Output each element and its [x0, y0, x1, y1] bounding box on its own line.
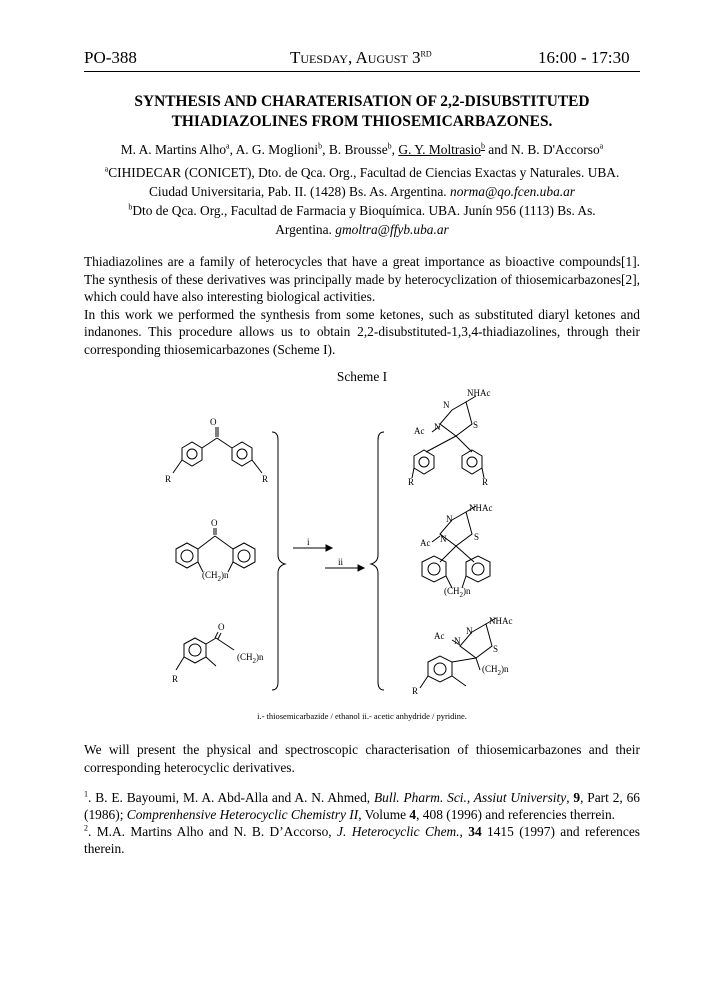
affil-mark: b: [387, 141, 392, 151]
cyclic-diaryl-ketone-structure: [176, 528, 255, 572]
reactant-bracket: [272, 432, 285, 690]
author: A. G. Moglioni: [235, 142, 319, 157]
reference-2: $^2$. M.A. Martins Alho and N. B. D’Accorso, J. Heterocyclic Chem., 34 1415 (1997) and references therein.: [84, 823, 640, 856]
acetyl-label: Ac: [414, 426, 425, 436]
affiliations: [84, 163, 640, 239]
introduction: [84, 253, 640, 358]
author: N. B. D'Accorso: [510, 142, 600, 157]
session-time: 16:00 - 17:30: [538, 48, 630, 67]
product-bracket: [371, 432, 384, 690]
step-ii-label: ii: [338, 557, 344, 567]
separator: ,: [229, 142, 236, 157]
intro-paragraph-1: Thiadiazolines are a family of heterocycles that have a great importance as bioactive compounds[1]. The synthesis of these derivatives was principally made by heterocyclization of thiosemicarbazones[2], which could have also interesting biological activities.: [84, 254, 640, 304]
presenting-author: G. Y. Moltrasio: [398, 142, 481, 157]
affiliation-b-line1: [84, 201, 640, 220]
scheme-title: Scheme I: [336, 369, 388, 384]
acetyl-label: Ac: [420, 538, 431, 548]
sulfur-label: S: [474, 532, 480, 542]
poster-code: PO-388: [84, 48, 137, 67]
methylene-chain-label: $(CH_2)n$: [444, 586, 471, 599]
session-day: Tuesday, August 3RD: [290, 48, 432, 67]
conclusion: [84, 741, 640, 776]
oxygen-label: O: [218, 622, 225, 632]
r-group-label: R: [172, 674, 179, 684]
affil-mark: b: [318, 141, 323, 151]
step-i-label: i: [307, 537, 310, 547]
author: M. A. Martins Alho: [120, 142, 227, 157]
affiliation-a-line1: [84, 163, 640, 182]
nitrogen-label: N: [466, 626, 473, 636]
nhac-label: NHAc: [467, 388, 491, 398]
separator: ,: [391, 142, 399, 157]
nitrogen-label: N: [454, 636, 461, 646]
nhac-label: NHAc: [489, 616, 513, 626]
indanone-structure: [176, 632, 234, 670]
oxygen-label: O: [211, 518, 218, 528]
product-2-structure: [422, 506, 490, 588]
nitrogen-label: N: [434, 422, 441, 432]
affiliation-b-line2: [84, 220, 640, 239]
affiliation-text: Ciudad Universitaria, Pab. II. (1428) Bs. As. Argentina.: [148, 184, 450, 199]
author: B. Brousse: [328, 142, 388, 157]
day-superscript: RD: [420, 49, 432, 59]
sulfur-label: S: [493, 644, 499, 654]
affiliation-text: Dto de Qca. Org., Facultad de Farmacia y Bioquímica. UBA. Junín 956 (1113) Bs. As.: [132, 203, 596, 218]
reference-number: 1: [84, 789, 88, 799]
r-group-label: R: [262, 474, 269, 484]
diaryl-ketone-structure: [173, 427, 262, 473]
reaction-scheme: [150, 385, 513, 710]
methylene-chain-label: $(CH_2)n$: [202, 570, 229, 583]
affil-mark: a: [226, 141, 230, 151]
methylene-chain-label: $(CH_2)n$: [482, 664, 509, 677]
affil-mark: b: [480, 141, 485, 151]
author-list: [84, 142, 640, 158]
r-group-label: R: [482, 477, 489, 487]
reference-number: 2: [84, 823, 88, 833]
separator: and: [484, 142, 511, 157]
methylene-chain-label: $(CH_2)n$: [237, 652, 264, 665]
affiliation-a-line2: [84, 182, 640, 201]
references: [84, 789, 640, 857]
affil-mark: b: [128, 202, 133, 212]
product-3-structure: [420, 618, 499, 688]
paper-title: [84, 92, 640, 132]
affiliation-text: Argentina.: [275, 222, 336, 237]
r-group-label: R: [165, 474, 172, 484]
scheme-caption: i.- thiosemicarbazide / ethanol ii.- acetic anhydride / pyridine.: [257, 711, 467, 721]
nitrogen-label: N: [443, 400, 450, 410]
email-b: gmoltra@ffyb.uba.ar: [335, 222, 449, 237]
title-line-1: SYNTHESIS AND CHARATERISATION OF 2,2-DISUBSTITUTED: [134, 93, 590, 110]
affil-mark: a: [104, 164, 109, 174]
conclusion-paragraph: We will present the physical and spectroscopic characterisation of thiosemicarbazones and their corresponding heterocyclic derivatives.: [84, 742, 640, 775]
nitrogen-label: N: [446, 514, 453, 524]
header-rule: [84, 71, 640, 72]
reference-1: $^1$. B. E. Bayoumi, M. A. Abd-Alla and A. N. Ahmed, Bull. Pharm. Sci., Assiut University, 9, Part 2, 66 (1986); Comprenhensive Heterocyclic Chemistry II, Volume 4, 408 (1996) and referencies therrein.: [84, 789, 640, 822]
email-a: norma@qo.fcen.uba.ar: [450, 184, 576, 199]
affiliation-text: CIHIDECAR (CONICET), Dto. de Qca. Org., Facultad de Ciencias Exactas y Naturales. UBA.: [108, 165, 620, 180]
affil-mark: a: [599, 141, 604, 151]
title-line-2: THIADIAZOLINES FROM THIOSEMICARBAZONES.: [171, 113, 553, 130]
acetyl-label: Ac: [434, 631, 445, 641]
intro-paragraph-2: In this work we performed the synthesis from some ketones, such as substituted diaryl ketones and indanones. This procedure allows us to obtain 2,2-disubstituted-1,3,4-thiadiazolines, through their corresponding thiosemicarbazones (Scheme I).: [84, 306, 640, 357]
arrowhead-i: [326, 545, 332, 551]
oxygen-label: O: [210, 417, 217, 427]
r-group-label: R: [408, 477, 415, 487]
arrowhead-ii: [358, 565, 364, 571]
nhac-label: NHAc: [469, 503, 493, 513]
r-group-label: R: [412, 686, 419, 696]
nitrogen-label: N: [440, 534, 447, 544]
sulfur-label: S: [473, 420, 479, 430]
separator: ,: [322, 142, 329, 157]
